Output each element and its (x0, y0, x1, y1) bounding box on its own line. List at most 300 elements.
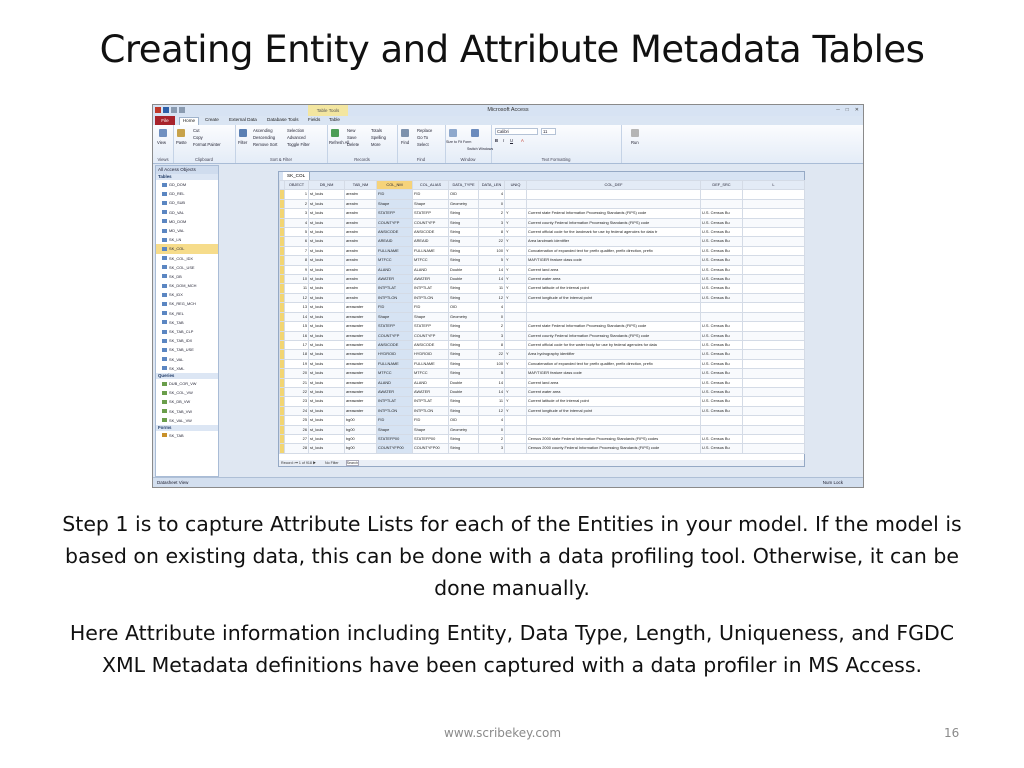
nav-item[interactable] (156, 263, 218, 272)
table-cell[interactable]: 1 (285, 190, 309, 199)
refresh-button[interactable]: Refresh All (329, 140, 350, 145)
table-cell[interactable]: ANSICODE (413, 228, 449, 237)
table-cell[interactable]: Y (505, 275, 527, 284)
table-cell[interactable]: COUNTYFP00 (413, 444, 449, 453)
switch-windows-button[interactable]: Switch Windows (467, 147, 494, 151)
table-cell[interactable]: U.S. Census Bu (701, 359, 743, 368)
nav-item[interactable] (156, 281, 218, 290)
table-cell[interactable]: 0 (479, 199, 505, 208)
table-row[interactable] (280, 340, 805, 349)
table-cell[interactable]: st_louis (309, 378, 345, 387)
table-cell[interactable] (743, 425, 805, 434)
table-row[interactable] (280, 275, 805, 284)
selection-button[interactable]: Selection (287, 128, 305, 133)
remove-sort-button[interactable]: Remove Sort (253, 142, 278, 147)
table-cell[interactable]: 14 (479, 387, 505, 396)
table-row[interactable] (280, 265, 805, 274)
table-cell[interactable]: Current state Federal Information Processing Standards (FIPS) code (527, 322, 701, 331)
table-cell[interactable]: String (449, 293, 479, 302)
table-cell[interactable]: String (449, 397, 479, 406)
table-cell[interactable]: arealm (345, 293, 377, 302)
table-cell[interactable]: 0 (479, 312, 505, 321)
find-button[interactable]: Find (401, 140, 410, 145)
table-row[interactable] (280, 369, 805, 378)
table-row[interactable] (280, 218, 805, 227)
table-cell[interactable]: String (449, 434, 479, 443)
tab-home[interactable]: Home (179, 117, 199, 126)
table-cell[interactable]: FID (413, 190, 449, 199)
table-cell[interactable]: ALAND (413, 265, 449, 274)
column-header[interactable]: DEF_SRC (701, 181, 743, 190)
select-button[interactable]: Select (417, 142, 429, 147)
table-cell[interactable]: U.S. Census Bu (701, 340, 743, 349)
nav-section-queries[interactable]: Queries (156, 373, 218, 379)
tab-external-data[interactable]: External Data (229, 117, 257, 122)
column-header[interactable]: TAB_NM (345, 181, 377, 190)
table-cell[interactable]: String (449, 369, 479, 378)
table-cell[interactable]: AWATER (413, 387, 449, 396)
table-cell[interactable]: bg00 (345, 444, 377, 453)
table-cell[interactable] (743, 387, 805, 396)
table-cell[interactable]: st_louis (309, 256, 345, 265)
table-cell[interactable]: st_louis (309, 312, 345, 321)
table-cell[interactable]: Geometry (449, 312, 479, 321)
refresh-icon[interactable] (331, 129, 339, 137)
table-cell[interactable]: COUNTYFP (413, 331, 449, 340)
table-cell[interactable]: st_louis (309, 209, 345, 218)
table-cell[interactable] (505, 378, 527, 387)
table-cell[interactable]: arealm (345, 237, 377, 246)
column-header[interactable]: DB_NM (309, 181, 345, 190)
nav-item[interactable] (156, 254, 218, 263)
table-cell[interactable] (505, 340, 527, 349)
table-cell[interactable]: areawater (345, 406, 377, 415)
table-cell[interactable]: areawater (345, 340, 377, 349)
table-cell[interactable]: U.S. Census Bu (701, 246, 743, 255)
table-cell[interactable] (743, 359, 805, 368)
table-cell[interactable]: COUNTYFP (413, 218, 449, 227)
table-cell[interactable]: 4 (479, 303, 505, 312)
table-cell[interactable] (743, 444, 805, 453)
table-cell[interactable] (743, 265, 805, 274)
table-cell[interactable]: AWATER (413, 275, 449, 284)
table-cell[interactable] (743, 406, 805, 415)
table-cell[interactable]: Y (505, 293, 527, 302)
column-header[interactable]: DATA_LEN (479, 181, 505, 190)
table-cell[interactable]: 6 (285, 237, 309, 246)
minimize-icon[interactable]: ─ (836, 107, 840, 113)
nav-section-tables[interactable]: Tables (156, 174, 218, 180)
table-cell[interactable] (743, 397, 805, 406)
table-cell[interactable] (743, 416, 805, 425)
table-cell[interactable] (743, 246, 805, 255)
table-row[interactable] (280, 256, 805, 265)
table-cell[interactable]: FULLNAME (413, 359, 449, 368)
descending-button[interactable]: Descending (253, 135, 276, 140)
table-cell[interactable]: Y (505, 406, 527, 415)
view-icon[interactable] (159, 129, 167, 137)
table-cell[interactable]: FULLNAME (377, 359, 413, 368)
table-cell[interactable]: bg00 (345, 425, 377, 434)
table-cell[interactable]: String (449, 322, 479, 331)
table-cell[interactable]: st_louis (309, 416, 345, 425)
table-cell[interactable]: Current latitude of the internal point (527, 397, 701, 406)
column-header[interactable]: UNIQ (505, 181, 527, 190)
table-cell[interactable] (743, 312, 805, 321)
table-cell[interactable]: U.S. Census Bu (701, 434, 743, 443)
table-cell[interactable]: 23 (285, 397, 309, 406)
toggle-filter-button[interactable]: Toggle Filter (287, 142, 310, 147)
table-cell[interactable]: Shape (377, 312, 413, 321)
table-cell[interactable]: FID (377, 303, 413, 312)
table-cell[interactable] (743, 369, 805, 378)
table-cell[interactable]: st_louis (309, 218, 345, 227)
table-cell[interactable]: U.S. Census Bu (701, 369, 743, 378)
table-cell[interactable]: 4 (285, 218, 309, 227)
table-cell[interactable]: U.S. Census Bu (701, 209, 743, 218)
table-cell[interactable]: HYDROID (413, 350, 449, 359)
table-row[interactable] (280, 397, 805, 406)
table-row[interactable] (280, 322, 805, 331)
table-cell[interactable] (743, 209, 805, 218)
table-cell[interactable] (505, 434, 527, 443)
table-cell[interactable]: INTPTLAT (377, 397, 413, 406)
table-row[interactable] (280, 350, 805, 359)
table-row[interactable] (280, 228, 805, 237)
run-button[interactable]: Run (631, 140, 639, 145)
table-cell[interactable]: STATEFP00 (413, 434, 449, 443)
table-cell[interactable] (743, 434, 805, 443)
table-cell[interactable]: Geometry (449, 199, 479, 208)
table-cell[interactable]: ALAND (377, 378, 413, 387)
nav-item[interactable] (156, 290, 218, 299)
table-cell[interactable]: OID (449, 416, 479, 425)
table-cell[interactable]: 3 (479, 218, 505, 227)
table-cell[interactable]: AWATER (377, 275, 413, 284)
table-cell[interactable]: ANSICODE (377, 340, 413, 349)
table-cell[interactable]: 8 (479, 340, 505, 349)
table-row[interactable] (280, 425, 805, 434)
nav-item[interactable] (156, 198, 218, 207)
nav-item[interactable] (156, 208, 218, 217)
table-cell[interactable]: 12 (479, 293, 505, 302)
table-cell[interactable] (505, 425, 527, 434)
table-cell[interactable]: INTPTLON (377, 406, 413, 415)
tab-file[interactable]: File (155, 116, 175, 125)
table-cell[interactable] (701, 312, 743, 321)
table-cell[interactable]: 2 (479, 322, 505, 331)
table-cell[interactable]: Current state Federal Information Processing Standards (FIPS) code (527, 209, 701, 218)
table-cell[interactable]: areawater (345, 359, 377, 368)
switch-windows-icon[interactable] (471, 129, 479, 137)
table-cell[interactable]: FID (377, 190, 413, 199)
table-cell[interactable]: INTPTLON (413, 406, 449, 415)
underline-icon[interactable]: U (510, 138, 514, 143)
nav-item[interactable] (156, 189, 218, 198)
table-row[interactable] (280, 406, 805, 415)
table-cell[interactable]: 24 (285, 406, 309, 415)
table-cell[interactable]: Y (505, 387, 527, 396)
nav-item[interactable] (156, 272, 218, 281)
record-position[interactable]: 1 of 918 (298, 461, 312, 465)
table-cell[interactable]: STATEFP (413, 209, 449, 218)
table-cell[interactable]: 5 (285, 228, 309, 237)
table-cell[interactable]: Y (505, 246, 527, 255)
table-cell[interactable] (701, 199, 743, 208)
table-cell[interactable]: areawater (345, 322, 377, 331)
ascending-button[interactable]: Ascending (253, 128, 273, 133)
table-cell[interactable]: st_louis (309, 190, 345, 199)
run-icon[interactable] (631, 129, 639, 137)
column-header[interactable]: L (743, 181, 805, 190)
table-cell[interactable]: String (449, 406, 479, 415)
table-cell[interactable]: STATEFP00 (377, 434, 413, 443)
table-cell[interactable]: String (449, 246, 479, 255)
paste-icon[interactable] (177, 129, 185, 137)
table-cell[interactable] (743, 303, 805, 312)
table-cell[interactable] (505, 303, 527, 312)
close-icon[interactable]: ✕ (854, 107, 859, 113)
table-cell[interactable] (743, 218, 805, 227)
table-cell[interactable]: arealm (345, 190, 377, 199)
table-cell[interactable] (527, 190, 701, 199)
filter-status[interactable]: No Filter (325, 461, 339, 465)
view-button[interactable]: View (157, 140, 167, 145)
table-cell[interactable]: Current longitude of the internal point (527, 293, 701, 302)
nav-item[interactable] (156, 416, 218, 425)
nav-section-forms[interactable]: Forms (156, 425, 218, 431)
table-cell[interactable]: 11 (479, 397, 505, 406)
table-cell[interactable]: Geometry (449, 425, 479, 434)
table-cell[interactable]: Current county Federal Information Processing Standards (FIPS) code (527, 218, 701, 227)
next-record-icon[interactable]: ▶ (312, 461, 317, 465)
table-cell[interactable]: st_louis (309, 340, 345, 349)
table-cell[interactable] (743, 275, 805, 284)
table-cell[interactable]: areawater (345, 350, 377, 359)
table-cell[interactable]: STATEFP (413, 322, 449, 331)
table-cell[interactable]: MTFCC (377, 256, 413, 265)
table-cell[interactable]: arealm (345, 265, 377, 274)
goto-button[interactable]: Go To (417, 135, 429, 140)
table-cell[interactable]: FID (377, 416, 413, 425)
table-cell[interactable]: st_louis (309, 350, 345, 359)
nav-item[interactable] (156, 431, 218, 440)
table-cell[interactable]: COUNTYFP (377, 331, 413, 340)
table-cell[interactable]: COUNTYFP (377, 218, 413, 227)
table-cell[interactable]: OID (449, 190, 479, 199)
table-cell[interactable]: 17 (285, 340, 309, 349)
table-cell[interactable]: 14 (479, 265, 505, 274)
italic-icon[interactable]: I (503, 138, 505, 143)
format-painter-button[interactable]: Format Painter (193, 142, 221, 147)
table-cell[interactable]: AWATER (377, 387, 413, 396)
table-cell[interactable]: String (449, 359, 479, 368)
table-row[interactable] (280, 199, 805, 208)
table-row[interactable] (280, 434, 805, 443)
table-row[interactable] (280, 237, 805, 246)
filter-button[interactable]: Filter (238, 140, 248, 145)
table-cell[interactable] (505, 322, 527, 331)
nav-item[interactable] (156, 235, 218, 244)
table-row[interactable] (280, 293, 805, 302)
table-cell[interactable]: String (449, 237, 479, 246)
font-size-select[interactable]: 11 (541, 128, 556, 135)
table-cell[interactable]: String (449, 444, 479, 453)
nav-item[interactable] (156, 180, 218, 189)
table-cell[interactable]: st_louis (309, 359, 345, 368)
table-cell[interactable]: Current water area (527, 387, 701, 396)
table-cell[interactable]: st_louis (309, 284, 345, 293)
table-cell[interactable]: Shape (377, 425, 413, 434)
table-cell[interactable]: areawater (345, 369, 377, 378)
table-cell[interactable]: U.S. Census Bu (701, 387, 743, 396)
table-cell[interactable]: INTPTLAT (413, 397, 449, 406)
font-select[interactable]: Calibri (495, 128, 538, 135)
table-cell[interactable]: OID (449, 303, 479, 312)
table-cell[interactable]: st_louis (309, 237, 345, 246)
table-cell[interactable]: Y (505, 209, 527, 218)
table-cell[interactable]: areawater (345, 397, 377, 406)
table-cell[interactable]: 2 (479, 209, 505, 218)
table-cell[interactable] (527, 416, 701, 425)
column-header[interactable]: COL_NM (377, 181, 413, 190)
table-cell[interactable]: U.S. Census Bu (701, 218, 743, 227)
table-cell[interactable]: U.S. Census Bu (701, 397, 743, 406)
table-cell[interactable]: AREAID (377, 237, 413, 246)
table-cell[interactable]: U.S. Census Bu (701, 265, 743, 274)
table-cell[interactable]: bg00 (345, 434, 377, 443)
advanced-button[interactable]: Advanced (287, 135, 306, 140)
table-cell[interactable]: arealm (345, 256, 377, 265)
table-cell[interactable]: U.S. Census Bu (701, 284, 743, 293)
table-cell[interactable]: Double (449, 265, 479, 274)
table-cell[interactable]: Y (505, 218, 527, 227)
tab-fields[interactable]: Fields (308, 117, 321, 122)
table-cell[interactable]: INTPTLON (413, 293, 449, 302)
table-cell[interactable] (743, 293, 805, 302)
table-cell[interactable] (527, 312, 701, 321)
table-cell[interactable]: U.S. Census Bu (701, 237, 743, 246)
table-cell[interactable]: 16 (285, 331, 309, 340)
table-cell[interactable]: st_louis (309, 369, 345, 378)
size-to-fit-icon[interactable] (449, 129, 457, 137)
table-cell[interactable]: st_louis (309, 434, 345, 443)
table-cell[interactable]: st_louis (309, 387, 345, 396)
table-cell[interactable]: 7 (285, 246, 309, 255)
table-cell[interactable]: areawater (345, 387, 377, 396)
table-cell[interactable]: 2 (479, 434, 505, 443)
column-header[interactable]: DATA_TYPE (449, 181, 479, 190)
table-cell[interactable]: INTPTLAT (413, 284, 449, 293)
table-cell[interactable]: arealm (345, 246, 377, 255)
column-header[interactable]: OBJECT (285, 181, 309, 190)
table-cell[interactable]: HYDROID (377, 350, 413, 359)
table-cell[interactable] (743, 199, 805, 208)
table-cell[interactable]: ALAND (377, 265, 413, 274)
table-cell[interactable]: Census 2000 county Federal Information Processing Standards (FIPS) code (527, 444, 701, 453)
table-cell[interactable]: 100 (479, 359, 505, 368)
table-cell[interactable] (527, 425, 701, 434)
table-cell[interactable] (743, 284, 805, 293)
new-record-button[interactable]: New (347, 128, 356, 133)
paste-button[interactable]: Paste (176, 140, 187, 145)
table-cell[interactable]: Area hydrography identifier (527, 350, 701, 359)
table-cell[interactable]: 3 (479, 331, 505, 340)
table-cell[interactable] (505, 444, 527, 453)
table-cell[interactable] (743, 350, 805, 359)
table-cell[interactable]: FID (413, 416, 449, 425)
table-cell[interactable]: 8 (479, 228, 505, 237)
nav-item[interactable] (156, 299, 218, 308)
table-cell[interactable]: U.S. Census Bu (701, 444, 743, 453)
table-cell[interactable]: st_louis (309, 331, 345, 340)
table-cell[interactable]: st_louis (309, 444, 345, 453)
table-cell[interactable]: Y (505, 256, 527, 265)
table-cell[interactable]: 22 (479, 350, 505, 359)
first-record-icon[interactable]: ⏮ (294, 461, 298, 465)
table-cell[interactable]: 3 (285, 209, 309, 218)
table-cell[interactable]: st_louis (309, 228, 345, 237)
table-cell[interactable] (505, 190, 527, 199)
table-cell[interactable]: String (449, 340, 479, 349)
find-icon[interactable] (401, 129, 409, 137)
table-row[interactable] (280, 246, 805, 255)
table-cell[interactable]: Current land area (527, 265, 701, 274)
nav-item[interactable] (156, 309, 218, 318)
table-cell[interactable]: 9 (285, 265, 309, 274)
table-cell[interactable]: 11 (285, 284, 309, 293)
table-cell[interactable]: Current latitude of the internal point (527, 284, 701, 293)
table-cell[interactable]: 28 (285, 444, 309, 453)
table-cell[interactable] (505, 369, 527, 378)
table-cell[interactable]: 21 (285, 378, 309, 387)
table-cell[interactable]: 13 (285, 303, 309, 312)
nav-item[interactable] (156, 397, 218, 406)
table-cell[interactable] (743, 340, 805, 349)
table-cell[interactable]: arealm (345, 199, 377, 208)
table-cell[interactable]: Shape (413, 425, 449, 434)
table-cell[interactable]: U.S. Census Bu (701, 350, 743, 359)
save-record-button[interactable]: Save (347, 135, 357, 140)
table-cell[interactable]: areawater (345, 312, 377, 321)
table-cell[interactable]: areawater (345, 331, 377, 340)
table-cell[interactable] (527, 199, 701, 208)
table-cell[interactable]: 8 (285, 256, 309, 265)
table-cell[interactable]: Double (449, 275, 479, 284)
table-cell[interactable]: 0 (479, 425, 505, 434)
table-cell[interactable]: U.S. Census Bu (701, 275, 743, 284)
table-cell[interactable]: Y (505, 350, 527, 359)
table-cell[interactable]: 14 (479, 275, 505, 284)
spelling-button[interactable]: Spelling (371, 135, 386, 140)
table-cell[interactable]: arealm (345, 275, 377, 284)
filter-icon[interactable] (239, 129, 247, 137)
table-cell[interactable]: 20 (285, 369, 309, 378)
nav-item[interactable] (156, 318, 218, 327)
table-cell[interactable]: Shape (377, 199, 413, 208)
table-cell[interactable]: st_louis (309, 265, 345, 274)
table-cell[interactable]: U.S. Census Bu (701, 406, 743, 415)
table-row[interactable] (280, 416, 805, 425)
tab-database-tools[interactable]: Database Tools (267, 117, 299, 122)
table-row[interactable] (280, 190, 805, 199)
table-cell[interactable]: Double (449, 378, 479, 387)
table-cell[interactable]: MTFCC (413, 256, 449, 265)
table-cell[interactable]: MTFCC (413, 369, 449, 378)
table-cell[interactable]: areawater (345, 378, 377, 387)
table-cell[interactable]: String (449, 331, 479, 340)
table-cell[interactable]: st_louis (309, 246, 345, 255)
